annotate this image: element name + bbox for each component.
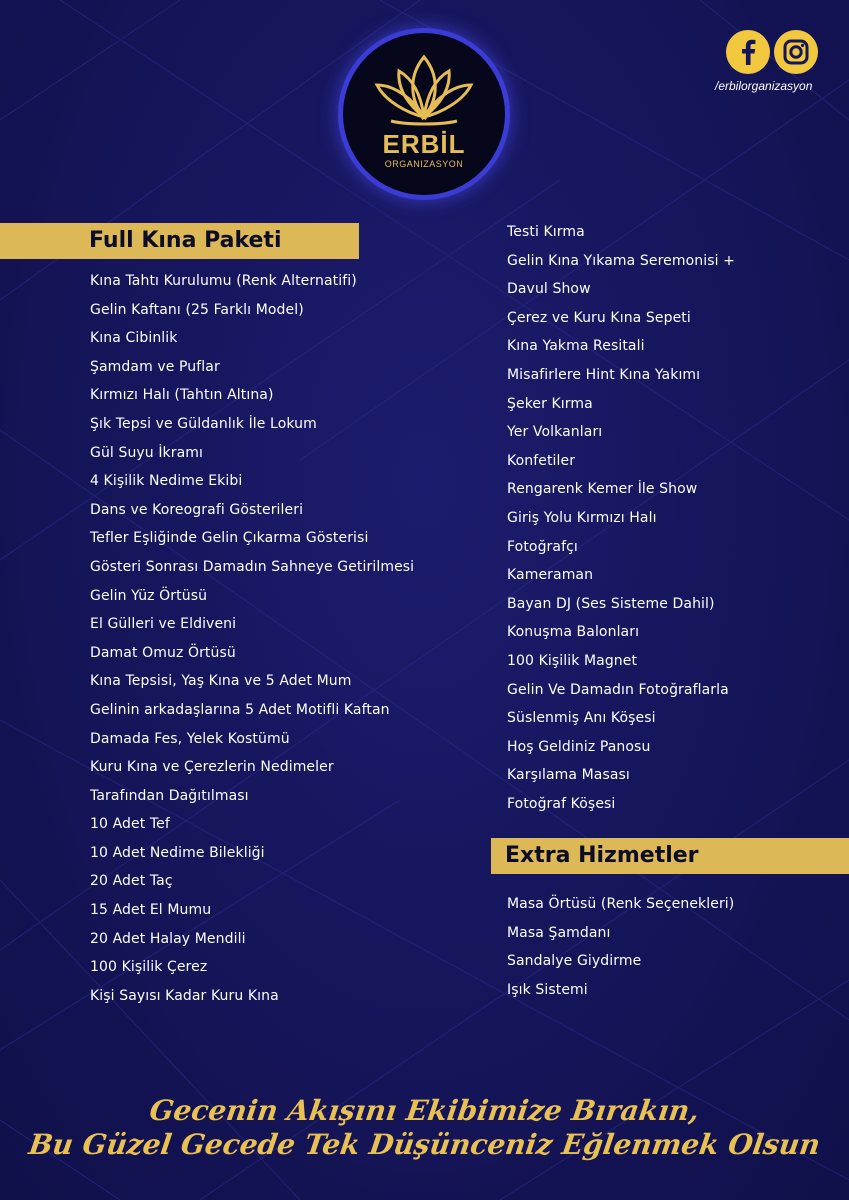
list-item: Tefler Eşliğinde Gelin Çıkarma Gösterisi — [90, 530, 369, 547]
slogan-line-1: Gecenin Akışını Ekibimize Bırakın, — [147, 1094, 702, 1127]
list-item: Damat Omuz Örtüsü — [90, 644, 236, 661]
list-item: Rengarenk Kemer İle Show — [507, 481, 698, 498]
list-item: 100 Kişilik Magnet — [507, 652, 638, 669]
list-item: Gelin Kına Yıkama Seremonisi + — [507, 252, 735, 269]
list-item: Fotoğraf Köşesi — [507, 795, 616, 812]
slogan-line-2: Bu Güzel Gecede Tek Düşünceniz Eğlenmek Olsun — [26, 1128, 823, 1161]
brand-logo — [343, 33, 505, 195]
list-item: Işık Sistemi — [507, 981, 588, 998]
list-item: Şık Tepsi ve Güldanlık İle Lokum — [90, 415, 317, 432]
list-item: 4 Kişilik Nedime Ekibi — [90, 473, 243, 490]
full-package-list-left — [90, 267, 414, 1010]
list-item: Konuşma Balonları — [507, 624, 640, 641]
list-item: 10 Adet Nedime Bilekliği — [90, 844, 265, 861]
list-item: Testi Kırma — [507, 224, 585, 240]
full-package-banner: Full Kına Paketi — [0, 223, 359, 259]
list-item: Kına Tepsisi, Yaş Kına ve 5 Adet Mum — [90, 673, 352, 690]
list-item: Gelinin arkadaşlarına 5 Adet Motifli Kaftan — [90, 701, 390, 718]
brand-subtitle: ORGANIZASYON — [384, 159, 464, 169]
list-item: Bayan DJ (Ses Sisteme Dahil) — [507, 595, 715, 612]
list-item: Gösteri Sonrası Damadın Sahneye Getirilmesi — [90, 558, 415, 575]
instagram-icon[interactable] — [774, 30, 818, 74]
list-item: Masa Şamdanı — [507, 924, 611, 941]
list-item: El Gülleri ve Eldiveni — [90, 616, 237, 633]
list-item: 20 Adet Halay Mendili — [90, 930, 246, 947]
list-item: Kırmızı Halı (Tahtın Altına) — [90, 387, 274, 404]
list-item: Konfetiler — [507, 452, 576, 469]
list-item: Gül Suyu İkramı — [90, 444, 204, 461]
list-item: Misafirlere Hint Kına Yakımı — [507, 366, 701, 383]
list-item: Hoş Geldiniz Panosu — [507, 738, 651, 755]
list-item: Şamdam ve Puflar — [90, 358, 220, 375]
list-item: Süslenmiş Anı Köşesi — [507, 710, 656, 727]
list-item: Giriş Yolu Kırmızı Halı — [507, 509, 657, 526]
list-item: Fotoğrafçı — [507, 538, 578, 555]
list-item: Sandalye Giydirme — [507, 953, 642, 970]
list-item: Masa Örtüsü (Renk Seçenekleri) — [507, 896, 735, 912]
social-handle[interactable]: /erbilorganizasyon — [715, 79, 813, 93]
extra-services-list — [507, 890, 734, 1004]
list-item: Davul Show — [507, 281, 591, 298]
list-item: Gelin Kaftanı (25 Farklı Model) — [90, 301, 304, 318]
list-item: Kına Tahtı Kurulumu (Renk Alternatifi) — [90, 273, 357, 289]
brand-name: ERBİL — [382, 129, 466, 159]
list-item: Kişi Sayısı Kadar Kuru Kına — [90, 987, 279, 1004]
list-item: Şeker Kırma — [507, 395, 593, 412]
list-item: Kına Yakma Resitali — [507, 338, 645, 355]
list-item: Gelin Ve Damadın Fotoğraflarla — [507, 681, 729, 698]
list-item: 20 Adet Taç — [90, 873, 173, 890]
list-item: Tarafından Dağıtılması — [90, 787, 249, 804]
facebook-icon[interactable] — [726, 30, 770, 74]
list-item: 100 Kişilik Çerez — [90, 959, 208, 976]
list-item: Yer Volkanları — [507, 424, 603, 441]
list-item: Damada Fes, Yelek Kostümü — [90, 730, 290, 747]
list-item: Karşılama Masası — [507, 767, 630, 784]
full-package-list-right — [507, 218, 735, 818]
list-item: Kına Cibinlik — [90, 330, 178, 347]
list-item: Çerez ve Kuru Kına Sepeti — [507, 309, 691, 326]
list-item: Kameraman — [507, 567, 594, 584]
list-item: Gelin Yüz Örtüsü — [90, 587, 208, 604]
extra-services-banner: Extra Hizmetler — [491, 838, 849, 874]
list-item: 15 Adet El Mumu — [90, 902, 212, 919]
list-item: Dans ve Koreografi Gösterileri — [90, 501, 304, 518]
list-item: Kuru Kına ve Çerezlerin Nedimeler — [90, 759, 334, 776]
list-item: 10 Adet Tef — [90, 816, 170, 833]
lotus-icon — [371, 51, 477, 129]
